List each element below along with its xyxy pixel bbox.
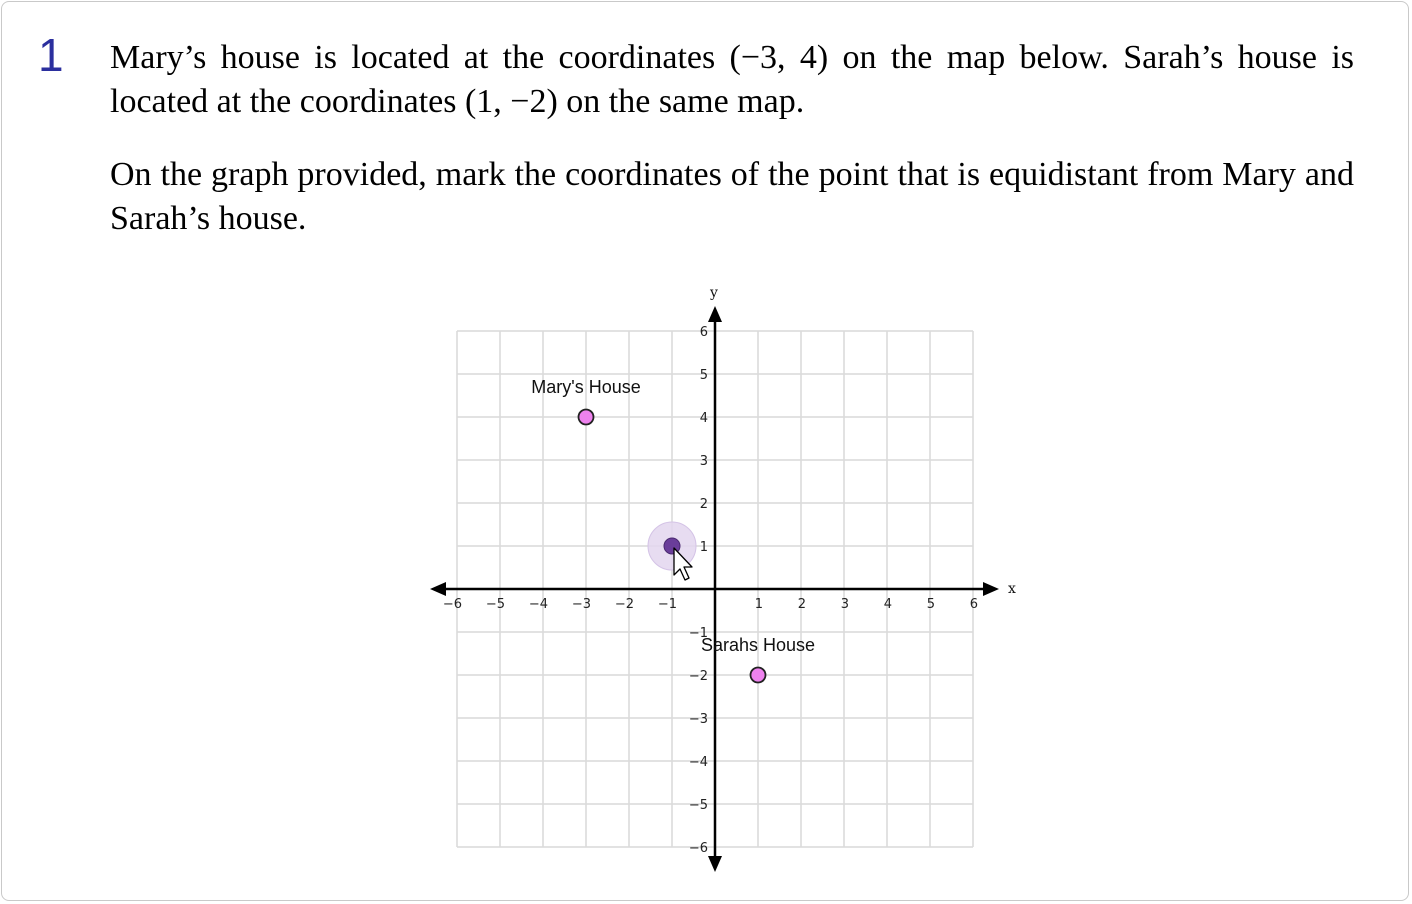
points[interactable] <box>528 377 816 683</box>
x-axis-arrow-right <box>983 582 999 596</box>
x-axis-label: x <box>1008 581 1016 597</box>
x-tick-label: −1 <box>657 597 677 612</box>
mary-house-point[interactable] <box>579 410 594 425</box>
sarah-house-point-label: Sarahs House <box>700 635 816 655</box>
x-tick-label: 2 <box>797 597 806 612</box>
y-tick-label: −2 <box>688 669 708 684</box>
y-tick-label: −4 <box>688 755 708 770</box>
y-tick-label: −1 <box>688 626 708 641</box>
x-tick-label: −5 <box>485 597 505 612</box>
y-tick-label: 5 <box>699 368 708 383</box>
x-tick-label: −6 <box>442 597 462 612</box>
x-axis-arrow-left <box>430 582 446 596</box>
question-text-1: Mary’s house is located at the coordinates (−3, 4) on the map below. Sarah’s house is located at the coordinates (1, −2) on the same map. <box>110 39 1354 120</box>
y-tick-label: 6 <box>699 325 708 340</box>
x-tick-label: 5 <box>926 597 935 612</box>
x-tick-label: 6 <box>969 597 978 612</box>
x-tick-label: −3 <box>571 597 591 612</box>
x-tick-label: 3 <box>840 597 849 612</box>
y-tick-label: 3 <box>699 454 708 469</box>
sarah-house-point[interactable] <box>751 668 766 683</box>
y-tick-label: 2 <box>699 497 708 512</box>
question-number: 1 <box>38 29 64 81</box>
question-text-2: On the graph provided, mark the coordinates of the point that is equidistant from Mary and Sarah’s house. <box>110 156 1354 237</box>
x-tick-label: −2 <box>614 597 634 612</box>
y-tick-label: 4 <box>699 411 708 426</box>
y-axis-arrow-bottom <box>708 856 722 872</box>
x-tick-label: 4 <box>883 597 892 612</box>
x-tick-label: −4 <box>528 597 548 612</box>
y-tick-label: −6 <box>688 841 708 856</box>
x-tick-label: 1 <box>754 597 763 612</box>
y-tick-label: −3 <box>688 712 708 727</box>
tick-labels <box>443 325 978 856</box>
y-tick-label: −5 <box>688 798 708 813</box>
y-axis-arrow-top <box>708 306 722 322</box>
y-axis-label: y <box>710 285 718 301</box>
axes <box>430 285 1016 872</box>
mary-house-point-label: Mary's House <box>531 377 641 397</box>
y-tick-label: 1 <box>699 540 708 555</box>
